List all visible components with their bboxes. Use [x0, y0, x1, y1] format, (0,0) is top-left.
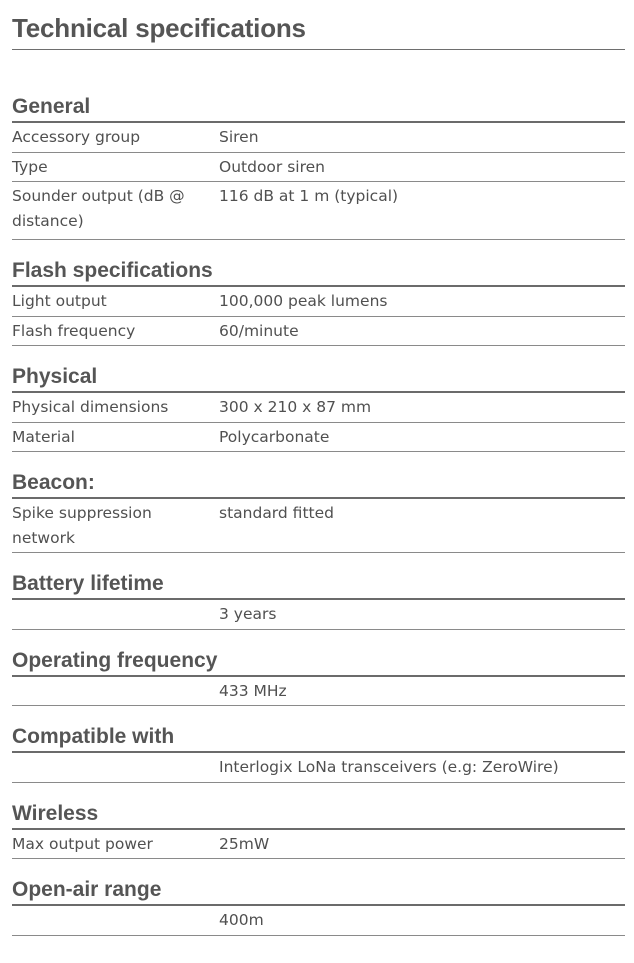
section-title: Wireless — [12, 799, 625, 830]
spec-value: standard fitted — [219, 504, 334, 522]
spec-label: Light output — [12, 292, 107, 310]
spec-label: Physical dimensions — [12, 398, 169, 416]
spec-label: Sounder output (dB @ distance) — [12, 187, 185, 230]
section-title: Flash specifications — [12, 256, 625, 287]
spec-value: 116 dB at 1 m (typical) — [219, 187, 399, 205]
section-general — [12, 92, 625, 240]
spec-row — [12, 182, 625, 240]
section-title: General — [12, 92, 625, 123]
spec-row — [12, 830, 625, 860]
spec-value: 100,000 peak lumens — [219, 292, 388, 310]
spec-label: Type — [12, 157, 48, 176]
spec-value: Outdoor siren — [219, 157, 325, 176]
spec-value: Interlogix LoNa transceivers (e.g: ZeroWire) — [219, 758, 559, 776]
spec-label: Accessory group — [12, 128, 141, 146]
spec-row — [12, 393, 625, 423]
spec-label — [12, 677, 219, 706]
spec-label: Flash frequency — [12, 321, 136, 340]
spec-row — [12, 753, 625, 783]
spec-value: 25mW — [219, 834, 270, 853]
spec-value: 433 MHz — [219, 681, 287, 700]
spec-label: Spike suppression network — [12, 504, 152, 547]
spec-label: Max output power — [12, 834, 153, 853]
spec-value: 400m — [219, 911, 264, 929]
section-beacon — [12, 468, 625, 553]
spec-row — [12, 317, 625, 347]
section-flash-specifications — [12, 256, 625, 346]
spec-value: 300 x 210 x 87 mm — [219, 398, 372, 416]
spec-row — [12, 677, 625, 707]
spec-row — [12, 499, 625, 553]
section-physical — [12, 362, 625, 452]
section-title: Open-air range — [12, 875, 625, 906]
section-title: Compatible with — [12, 722, 625, 753]
section-title: Physical — [12, 362, 625, 393]
spec-label — [12, 906, 219, 935]
section-title: Beacon: — [12, 468, 625, 499]
spec-row — [12, 600, 625, 630]
spec-row — [12, 123, 625, 153]
section-battery-lifetime — [12, 569, 625, 630]
spec-label — [12, 753, 219, 782]
section-compatible-with — [12, 722, 625, 783]
spec-row — [12, 153, 625, 183]
spec-row — [12, 906, 625, 936]
spec-value: Siren — [219, 128, 259, 146]
section-wireless — [12, 799, 625, 860]
spec-value: 60/minute — [219, 321, 299, 340]
spec-value: 3 years — [219, 605, 277, 623]
section-open-air-range — [12, 875, 625, 936]
spec-row — [12, 423, 625, 453]
section-title: Battery lifetime — [12, 569, 625, 600]
section-title: Operating frequency — [12, 646, 625, 677]
spec-row — [12, 287, 625, 317]
page-title: Technical specifications — [12, 0, 625, 50]
section-operating-frequency — [12, 646, 625, 707]
spec-label — [12, 600, 219, 629]
spec-page — [12, 0, 625, 936]
spec-label: Material — [12, 427, 75, 446]
spec-value: Polycarbonate — [219, 427, 330, 446]
